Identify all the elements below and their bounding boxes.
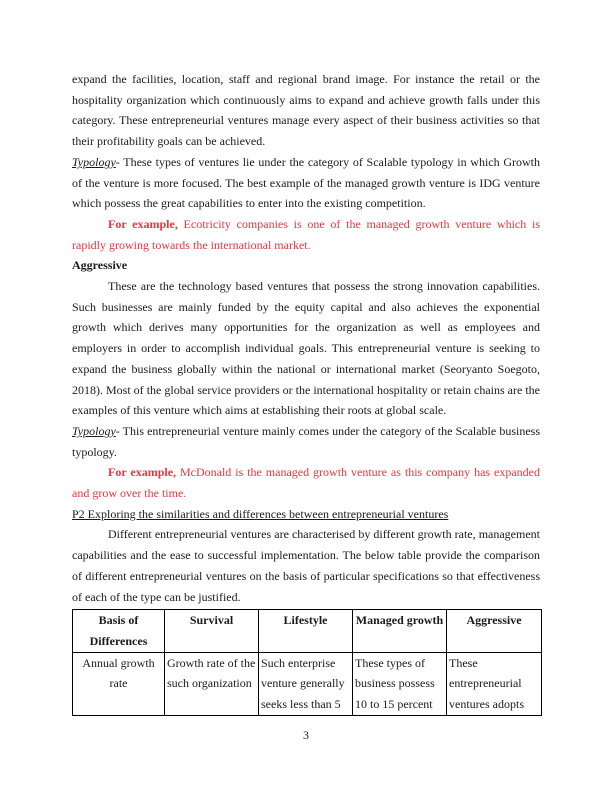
cell-lifestyle: Such enterprise venture generally seeks less than 5 xyxy=(259,652,353,715)
typology-paragraph-1 xyxy=(72,152,540,214)
header-basis: Basis of Differences xyxy=(73,610,165,652)
page-number: 3 xyxy=(303,728,309,742)
section-heading-text: P2 Exploring the similarities and differences between entrepreneurial ventures xyxy=(72,506,449,521)
example-paragraph-1 xyxy=(72,214,540,255)
header-managed-growth: Managed growth xyxy=(353,610,447,652)
section-heading-p2 xyxy=(72,504,540,525)
table-row xyxy=(73,652,542,715)
example-paragraph-2 xyxy=(72,462,540,503)
aggressive-heading: Aggressive xyxy=(72,258,128,273)
paragraph-aggressive: These are the technology based ventures that possess the strong innovation capabilities. Such businesses are mainly funded by the equity capital and also achieves the exponential growth which derives many opportunities for the organization as well as employees and employers in order to accomplish individual goals. This entrepreneurial venture is seeking to expand the business globally within the national or international market (Seoryanto Soegoto, 2018). Most of the global service providers or the international hospitality or retain chains are the examples of this venture which aims at establishing their roots at global scale. xyxy=(72,279,540,418)
table-header-row xyxy=(73,610,542,652)
document-page xyxy=(72,69,540,716)
comparison-table xyxy=(72,609,542,716)
header-survival: Survival xyxy=(165,610,259,652)
header-lifestyle: Lifestyle xyxy=(259,610,353,652)
cell-aggressive: These entrepreneurial ventures adopts xyxy=(447,652,542,715)
typology-text: - These types of ventures lie under the category of Scalable typology in which Growth of the venture is more focused. The best example of the managed growth venture is IDG venture which possess the great capabilities to enter into the existing competition. xyxy=(72,154,540,211)
header-aggressive: Aggressive xyxy=(447,610,542,652)
typology-paragraph-2 xyxy=(72,421,540,462)
cell-survival: Growth rate of the such organization xyxy=(165,652,259,715)
example-label: For example, xyxy=(108,465,177,480)
typology-label: Typology xyxy=(72,154,116,169)
example-text: Ecotricity companies is one of the managed growth venture which is rapidly growing towards the international market. xyxy=(72,216,540,252)
cell-managed-growth: These types of business possess 10 to 15 percent xyxy=(353,652,447,715)
paragraph-comparison-intro: Different entrepreneurial ventures are characterised by different growth rate, management capabilities and the ease to successful implementation. The below table provide the comparison of different entrepreneurial ventures on the basis of particular specifications so that effectiveness of each of the type can be justified. xyxy=(72,527,540,604)
typology-label: Typology xyxy=(72,423,116,438)
example-label: For example, xyxy=(108,216,178,231)
example-text: McDonald is the managed growth venture as this company has expanded and grow over the time. xyxy=(72,465,540,501)
cell-basis: Annual growth rate xyxy=(73,652,165,715)
paragraph-managed-growth-intro: expand the facilities, location, staff and regional brand image. For instance the retail or the hospitality organization which continuously aims to expand and achieve growth falls under this category. These entrepreneurial ventures manage every aspect of their business activities so that their profitability goals can be achieved. xyxy=(72,72,540,149)
typology-text: - This entrepreneurial venture mainly comes under the category of the Scalable business typology. xyxy=(72,423,540,459)
